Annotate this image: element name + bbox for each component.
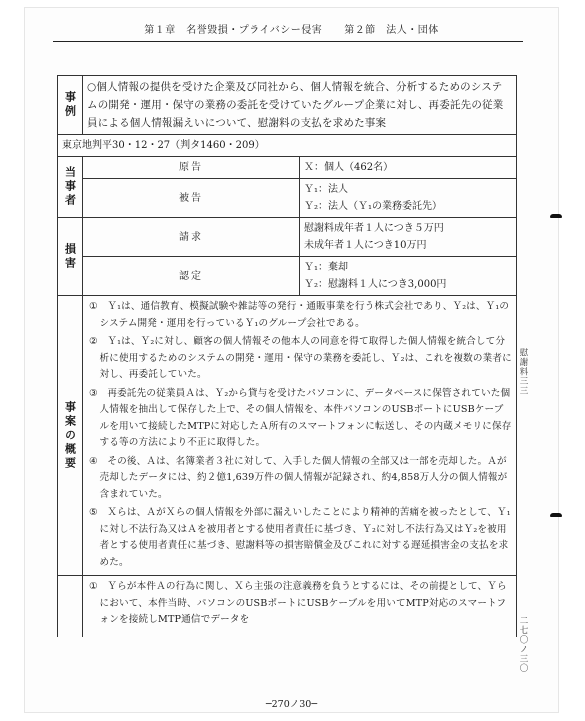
claim-adult: 慰謝料成年者１人につき５万円: [304, 223, 444, 234]
defendant-2: Ｙ₂：法人（Ｙ₁の業務委託先）: [304, 201, 443, 212]
next-section-cell: [83, 576, 517, 638]
defendant-label: 被告: [83, 179, 300, 218]
claim-minor: 未成年者１人につき10万円: [304, 240, 427, 251]
document-page: [25, 8, 558, 712]
header-rule: [53, 41, 523, 42]
summary-label: 事案の概要: [63, 400, 77, 471]
facts-cell: [83, 296, 517, 576]
defendant-1: Ｙ₁：法人: [304, 184, 349, 195]
case-example-label-cell: [58, 76, 83, 135]
fact-item: ④ その後、Ａは、名簿業者３社に対して、入手した個人情報の全部又は一部を売却した。Ａが売却したデータには、約２億1,639万件の個人情報が記録され、約4,858万人分の個人情報が含まれていた。: [89, 455, 508, 500]
ruling-y1: Ｙ₁：棄却: [304, 262, 349, 273]
fact-item: ① Ｙ₁は、通信教育、模擬試験や雑誌等の発行・通販事業を行う株式会社であり、Ｙ₂は、Ｙ₁のシステム開発・運用を行っているＹ₁のグループ会社である。: [89, 301, 510, 329]
defendant-cell: [300, 179, 517, 218]
section-title: 第２節 法人・団体: [344, 25, 439, 36]
fact-item: ③ 再委託先の従業員Ａは、Ｙ₂から貸与を受けたパソコンに、データベースに保管されていた個人情報を抽出して保存した上で、その個人情報を、本件パソコンのUSBポートにUSBケーブルを用いて接続したMTPに対応したＡ所有のスマートフォンに転送し、その内蔵メモリに保存する等の方法により不正に取得した。: [89, 387, 512, 448]
side-label-top: 慰謝料三三: [518, 348, 528, 396]
case-summary: ○個人情報の提供を受けた企業及び同社から、個人情報を統合、分析するためのシステムの開発・運用・保守の業務の委託を受けていたグループ企業に対し、再委託先の従業員による個人情報漏えいについて、慰謝料の支払を求めた事案: [87, 81, 504, 129]
tab-mark-top: [550, 214, 562, 218]
next-section-label-cell: [58, 576, 83, 638]
case-example-label: 事例: [63, 91, 77, 119]
running-header: [25, 21, 558, 36]
damages-label-cell: [58, 218, 83, 296]
next-fact-item: ① Ｙらが本件Ａの行為に関し、Ｘら主張の注意義務を負うとするには、その前提として、Ｙらにおいて、本件当時、パソコンのUSBポートにUSBケーブルを用いてMTP対応のスマートフォンを接続しMTP通信でデータを: [89, 581, 507, 625]
chapter-title: 第１章 名誉毀損・プライバシー侵害: [144, 25, 323, 36]
tab-mark-bottom: [550, 513, 562, 517]
fact-item: ⑤ Ｘらは、ＡがＸらの個人情報を外部に漏えいしたことにより精神的苦痛を被ったとして、Ｙ₁に対し不法行為又はＡを被用者とする使用者責任に基づき、Ｙ₂に対し不法行為又はＹ₂を被用者とする使用者責任に基づき、慰謝料等の損害賠償金及びこれに対する遅延損害金の支払を求めた。: [89, 507, 511, 568]
case-reference: 東京地判平30・12・27（判タ1460・209）: [58, 135, 517, 157]
fact-item: ② Ｙ₁は、Ｙ₂に対し、顧客の個人情報その他本人の同意を得て取得した個人情報を統合して分析に使用するためのシステムの開発・運用・保守の業務を委託し、Ｙ₂は、これを複数の業者に対し、再委託していた。: [89, 336, 512, 380]
parties-label: 当事者: [63, 166, 77, 208]
case-table: [57, 75, 517, 637]
plaintiff-label: 原告: [83, 157, 300, 179]
page-number: ─270ノ30─: [265, 699, 318, 710]
claim-label: 請求: [83, 218, 300, 257]
claim-cell: [300, 218, 517, 257]
summary-label-cell: [58, 296, 83, 576]
ruling-y2: Ｙ₂：慰謝料１人につき3,000円: [304, 279, 447, 290]
parties-label-cell: [58, 157, 83, 218]
plaintiff-value: Ｘ：個人（462名）: [300, 157, 517, 179]
damages-label: 損害: [63, 242, 77, 271]
ruling-label: 認定: [83, 257, 300, 296]
ruling-cell: [300, 257, 517, 296]
case-summary-cell: [83, 76, 517, 135]
side-label-bottom: 二七〇ノ三〇: [518, 616, 528, 673]
